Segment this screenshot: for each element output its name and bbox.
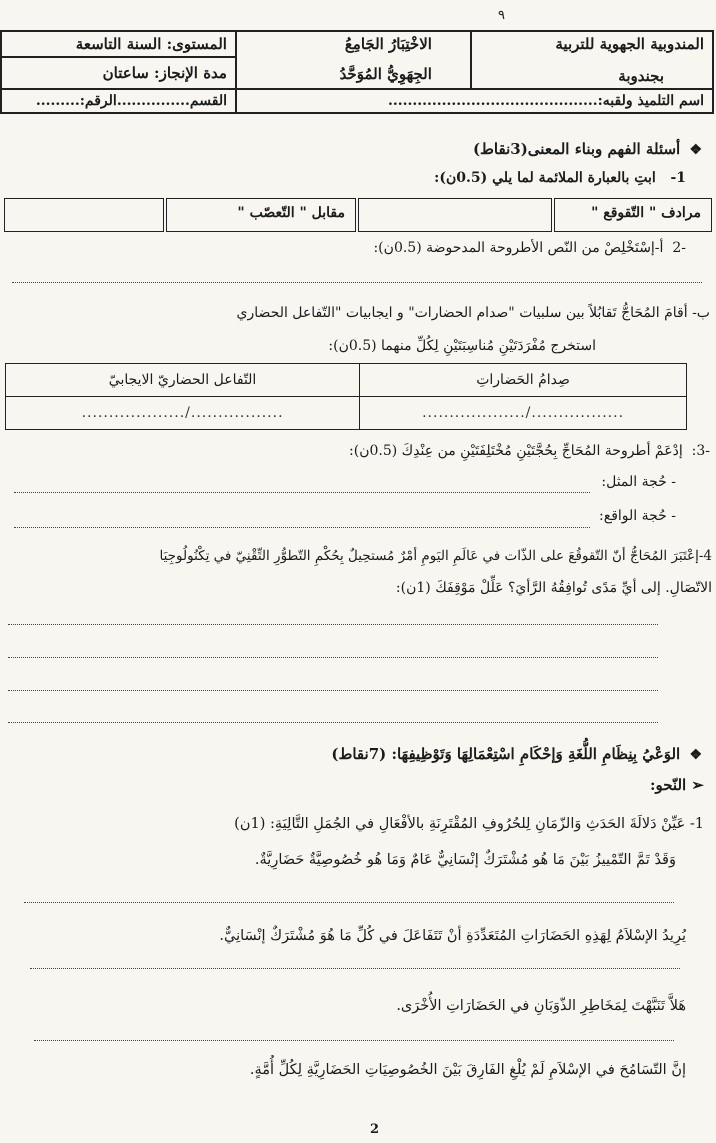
q3-reality-label: - حُجة الواقع: (599, 508, 676, 524)
section1-title-text: أسئلة الفهم وبناء المعنى(3نقاط) (472, 140, 681, 158)
answer-line[interactable] (24, 902, 674, 903)
q4-line2: الاتّصَالِ. إلى أيِّ مَدًى تُوافِقُهُ الرَّأيَ؟ عَلِّلْ مَوْقِفَكَ (1ن): (395, 580, 712, 596)
q3-example-label: - حُجة المثل: (601, 474, 676, 490)
q1-box-synonym-label: مرادف " التّقوقع " (591, 205, 701, 221)
table-cell-clash[interactable]: ................./................... (360, 397, 687, 430)
table-head-clash: صِدامُ الحَضاراتِ (360, 364, 687, 397)
q1-box-antonym-label: مقابل " التّعصّب " (237, 205, 345, 221)
q3-text: إدْعَمْ أطروحة المُحَاجِّ بِحُجَّتَيْنِ مُخْتَلِفَتَيْنِ من عِنْدِكَ (0.5ن): (349, 443, 683, 459)
level-text: المستوى: السنة التاسعة (2, 32, 235, 58)
institution-cell (471, 31, 713, 89)
student-name-field[interactable]: اسم التلميذ ولقبه:........................................... (236, 89, 713, 113)
level-cell (1, 31, 236, 89)
answer-line[interactable] (14, 527, 590, 528)
q2b-line2: استخرج مُفْرَدَتَيْنِ مُناسِبَتَيْنِ لِكُلِّ منهما (0.5ن): (328, 338, 596, 354)
answer-line[interactable] (14, 492, 590, 493)
institution-line1: المندوبية الجهوية للتربية (555, 35, 704, 53)
q2a-text: أ-إسْتَخْلِصْ من النّص الأطروحة المدحوضة (0.5ن): (373, 240, 664, 256)
diamond-bullet-icon: ❖ (689, 747, 702, 763)
q1-box-antonym[interactable] (166, 198, 356, 232)
answer-line[interactable] (30, 968, 680, 969)
arrow-bullet-icon: ➢ (691, 776, 704, 794)
q1-line (434, 170, 686, 186)
answer-line[interactable] (34, 1040, 674, 1041)
comparison-table (5, 363, 687, 430)
answer-line[interactable] (8, 722, 658, 723)
exam-title-line1: الاخْتِبَارُ الجَامِعُ (344, 35, 432, 53)
diamond-bullet-icon: ❖ (689, 142, 702, 158)
duration-text: مدة الإنجاز: ساعتان (102, 64, 227, 82)
sentence-1: وَقَدْ تَمَّ التّمْييزُ بَيْنَ مَا هُو مُشْتَرَكٌ إنْسَانِيٌّ عَامٌ وَمَا هُو خُصُوصِيَّةٌ حَضَارِيَّةٌ. (254, 852, 676, 868)
section1-title (473, 140, 702, 158)
q2-label: -2 (672, 240, 686, 256)
grammar-title-text: النّحو: (649, 776, 687, 794)
section2-title-text: الوَعْيُ بِنِظَامِ اللُّغَةِ وَإحْكَامِ اسْتِعْمَالِهَا وَتَوْظِيفِهَا: (7نقاط) (331, 745, 681, 763)
q3-line (349, 443, 710, 459)
answer-line[interactable] (8, 690, 658, 691)
table-head-interaction: التّفاعل الحضاريّ الايجابيّ (6, 364, 360, 397)
table-cell-interaction[interactable]: ................./................... (6, 397, 360, 430)
q1-answer-box-1[interactable] (358, 198, 552, 232)
q1-answer-box-2[interactable] (4, 198, 164, 232)
sentence-4: إنَّ التّسَامُحَ في الإسْلاَمِ لَمْ يُلْغِ الفَارِقَ بَيْنَ الخُصُوصِيَاتِ الحَضَارِيَّةِ لِكُلِّ أُمَّةٍ. (249, 1062, 686, 1078)
answer-line[interactable] (12, 282, 702, 283)
section2-title (331, 745, 702, 763)
q1-text: ابتِ بالعبارة الملائمة لما يلي (0.5ن): (434, 170, 656, 186)
grammar-q1-text: 1- عَيِّنْ دَلالَةَ الحَدَثِ وَالزّمَانِ لِلحُرُوفِ المُقْتَرِنَةِ بالأفْعَالِ في الجُمَلِ التَّالِيَةِ: (1ن) (234, 816, 704, 832)
q4-line: 4-إعْتَبَرَ المُحَاجُّ أنّ التّقوقُعَ على الذّات في عَالَمِ اليَومِ أمْرٌ مُستحِيلٌ بِحُكْمِ التّطوُّرِ التِّقْنِيّ في تِكْنُولُوجِيَا (159, 548, 712, 564)
sentence-3: هَلاَّ تَنَبَّهْتَ لِمَخَاطِرِ الذّوَبَانِ في الحَضَارَاتِ الأُخْرَى. (396, 998, 686, 1014)
q2b-line: ب- أقامَ المُحَاجُّ تَقابُلاً بين سلبيات "صدام الحضارات" و ايجابيات "التّفاعل الحضاري (236, 305, 710, 321)
answer-line[interactable] (8, 657, 658, 658)
q1-label: 1- (670, 170, 686, 186)
answer-line[interactable] (8, 624, 658, 625)
q1-box-synonym[interactable] (554, 198, 712, 232)
page-number: 2 (370, 1122, 380, 1137)
exam-header-table (0, 30, 714, 114)
q2a-line (373, 240, 686, 256)
sentence-2: يُرِيدُ الإسْلاَمُ لِهَذِهِ الحَضَارَاتِ المُتَعَدِّدَةِ أنْ تَتَفَاعَلَ في كُلِّ مَا هُوَ مُشْتَرَكٌ إنْسَانِيٌّ. (219, 928, 686, 944)
exam-title-line2: الجِهَوِيُّ المُوَحَّدُ (339, 65, 432, 83)
top-mark: ٩ (498, 8, 505, 23)
grammar-heading (650, 776, 704, 794)
exam-title-cell (236, 31, 471, 89)
q3-label: -3: (691, 443, 710, 459)
institution-line2: بجندوبة (618, 67, 664, 85)
class-number-field[interactable]: القسم...............الرقم:......... (1, 89, 236, 113)
